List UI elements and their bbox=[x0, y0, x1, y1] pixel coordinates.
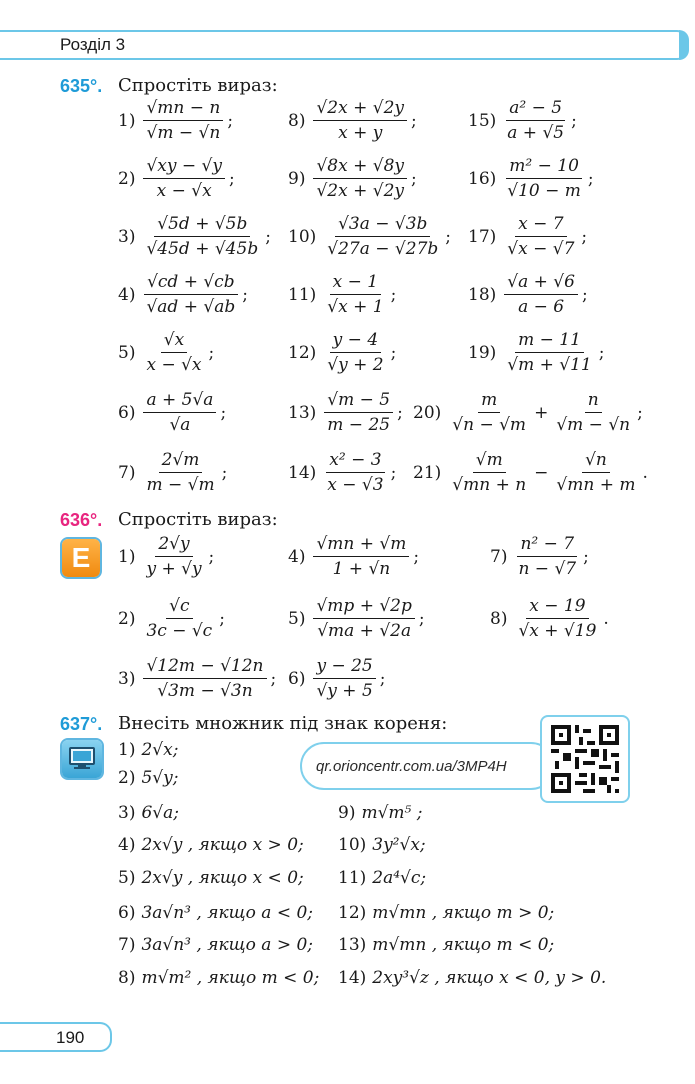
exercise-635-number: 635°. bbox=[60, 76, 103, 96]
ex635-item-17: 17) $\frac{x - 7}{√x - √7}$ ; bbox=[468, 214, 588, 259]
page-number: 190 bbox=[56, 1028, 85, 1047]
ex635-item-10: 10) $\frac{√3a - √3b}{√27a - √27b}$ ; bbox=[288, 214, 451, 259]
ex637-item-10: 10) 3y²√x; bbox=[338, 835, 426, 855]
ex637-item-9: 9) m√m⁵ ; bbox=[338, 803, 423, 823]
ex635-item-9: 9) $\frac{√8x + √8y}{√2x + √2y}$ ; bbox=[288, 156, 417, 201]
ex637-item-8: 8) m√m² , якщо m < 0; bbox=[118, 968, 320, 988]
ex637-item-6: 6) 3a√n³ , якщо a < 0; bbox=[118, 903, 314, 923]
ex635-item-19: 19) $\frac{m - 11}{√m + √11}$ ; bbox=[468, 330, 605, 375]
ex637-item-3: 3) 6√a; bbox=[118, 803, 179, 823]
ex635-item-1: 1) $\frac{√mn - n}{√m - √n}$ ; bbox=[118, 98, 234, 143]
ex636-item-4: 4) $\frac{√mn + √m}{1 + √n}$ ; bbox=[288, 534, 420, 579]
ex635-item-14: 14) $\frac{\text{x² − 3}}{x - √3}$ ; bbox=[288, 450, 397, 495]
ex637-item-1: 1) 2√x; bbox=[118, 740, 179, 760]
ex635-item-21: 21) $\frac{√m}{√mn + n}$ − $\frac{√n}{√mn + m}$ . bbox=[413, 450, 648, 495]
ex636-item-3: 3) $\frac{√12m - √12n}{√3m - √3n}$ ; bbox=[118, 656, 277, 701]
ex637-item-2: 2) 5√y; bbox=[118, 768, 179, 788]
ex637-item-14: 14) 2xy³√z , якщо x < 0, y > 0. bbox=[338, 968, 607, 988]
ex637-item-4: 4) 2x√y , якщо x > 0; bbox=[118, 835, 304, 855]
ex635-item-3: 3) $\frac{√5d + √5b}{√45d + √45b}$ ; bbox=[118, 214, 271, 259]
ex635-item-11: 11) $\frac{x - 1}{√x + 1}$ ; bbox=[288, 272, 397, 317]
computer-icon bbox=[62, 740, 102, 778]
ex637-item-13: 13) m√mn , якщо m < 0; bbox=[338, 935, 555, 955]
exercise-636-number: 636°. bbox=[60, 510, 103, 530]
ex636-item-8: 8) $\frac{x - 19}{√x + √19}$ . bbox=[490, 596, 609, 641]
ex636-item-1: 1) $\frac{2√y}{y + √y}$ ; bbox=[118, 534, 215, 579]
ex637-item-11: 11) 2a⁴√c; bbox=[338, 868, 427, 888]
exercise-637-number: 637°. bbox=[60, 714, 103, 734]
ex636-item-7: 7) $\frac{\text{n² − 7}}{n - √7}$ ; bbox=[490, 534, 589, 579]
level-e-icon: E bbox=[62, 539, 100, 577]
ex635-item-16: 16) $\frac{\text{m² − 10}}{√10 - m}$ ; bbox=[468, 156, 594, 201]
ex635-item-6: 6) $\frac{a + 5√a}{√a}$ ; bbox=[118, 390, 227, 435]
ex636-item-2: 2) $\frac{√c}{3c - √c}$ ; bbox=[118, 596, 225, 641]
ex635-item-4: 4) $\frac{√cd + √cb}{√ad + √ab}$ ; bbox=[118, 272, 248, 317]
ex636-item-6: 6) $\frac{y - 25}{√y + 5}$ ; bbox=[288, 656, 386, 701]
ex635-item-18: 18) $\frac{√a + √6}{a - 6}$ ; bbox=[468, 272, 588, 317]
ex635-item-12: 12) $\frac{y - 4}{√y + 2}$ ; bbox=[288, 330, 397, 375]
ex635-item-20: 20) $\frac{m}{√n - √m}$ + $\frac{n}{√m - √n}$ ; bbox=[413, 390, 643, 435]
ex637-item-12: 12) m√mn , якщо m > 0; bbox=[338, 903, 555, 923]
ex635-item-8: 8) $\frac{√2x + √2y}{x + y}$ ; bbox=[288, 98, 417, 143]
qr-link[interactable]: qr.orioncentr.com.ua/3MP4H bbox=[300, 742, 555, 790]
exercise-636-title: Спростіть вираз: bbox=[118, 509, 278, 530]
ex635-item-2: 2) $\frac{√xy - √y}{x - √x}$ ; bbox=[118, 156, 235, 201]
ex635-item-7: 7) $\frac{2√m}{m - √m}$ ; bbox=[118, 450, 228, 495]
ex635-item-5: 5) $\frac{√x}{x - √x}$ ; bbox=[118, 330, 215, 375]
ex637-item-5: 5) 2x√y , якщо x < 0; bbox=[118, 868, 304, 888]
ex637-item-7: 7) 3a√n³ , якщо a > 0; bbox=[118, 935, 314, 955]
exercise-637-title: Внесіть множник під знак кореня: bbox=[118, 713, 448, 734]
ex635-item-13: 13) $\frac{√m - 5}{m - 25}$ ; bbox=[288, 390, 403, 435]
ex636-item-5: 5) $\frac{√mp + √2p}{√ma + √2a}$ ; bbox=[288, 596, 425, 641]
section-title: Розділ 3 bbox=[60, 35, 126, 54]
qr-code-icon[interactable] bbox=[540, 715, 630, 803]
ex635-item-15: 15) $\frac{\text{a² − 5}}{a + √5}$ ; bbox=[468, 98, 577, 143]
exercise-635-title: Спростіть вираз: bbox=[118, 75, 278, 96]
